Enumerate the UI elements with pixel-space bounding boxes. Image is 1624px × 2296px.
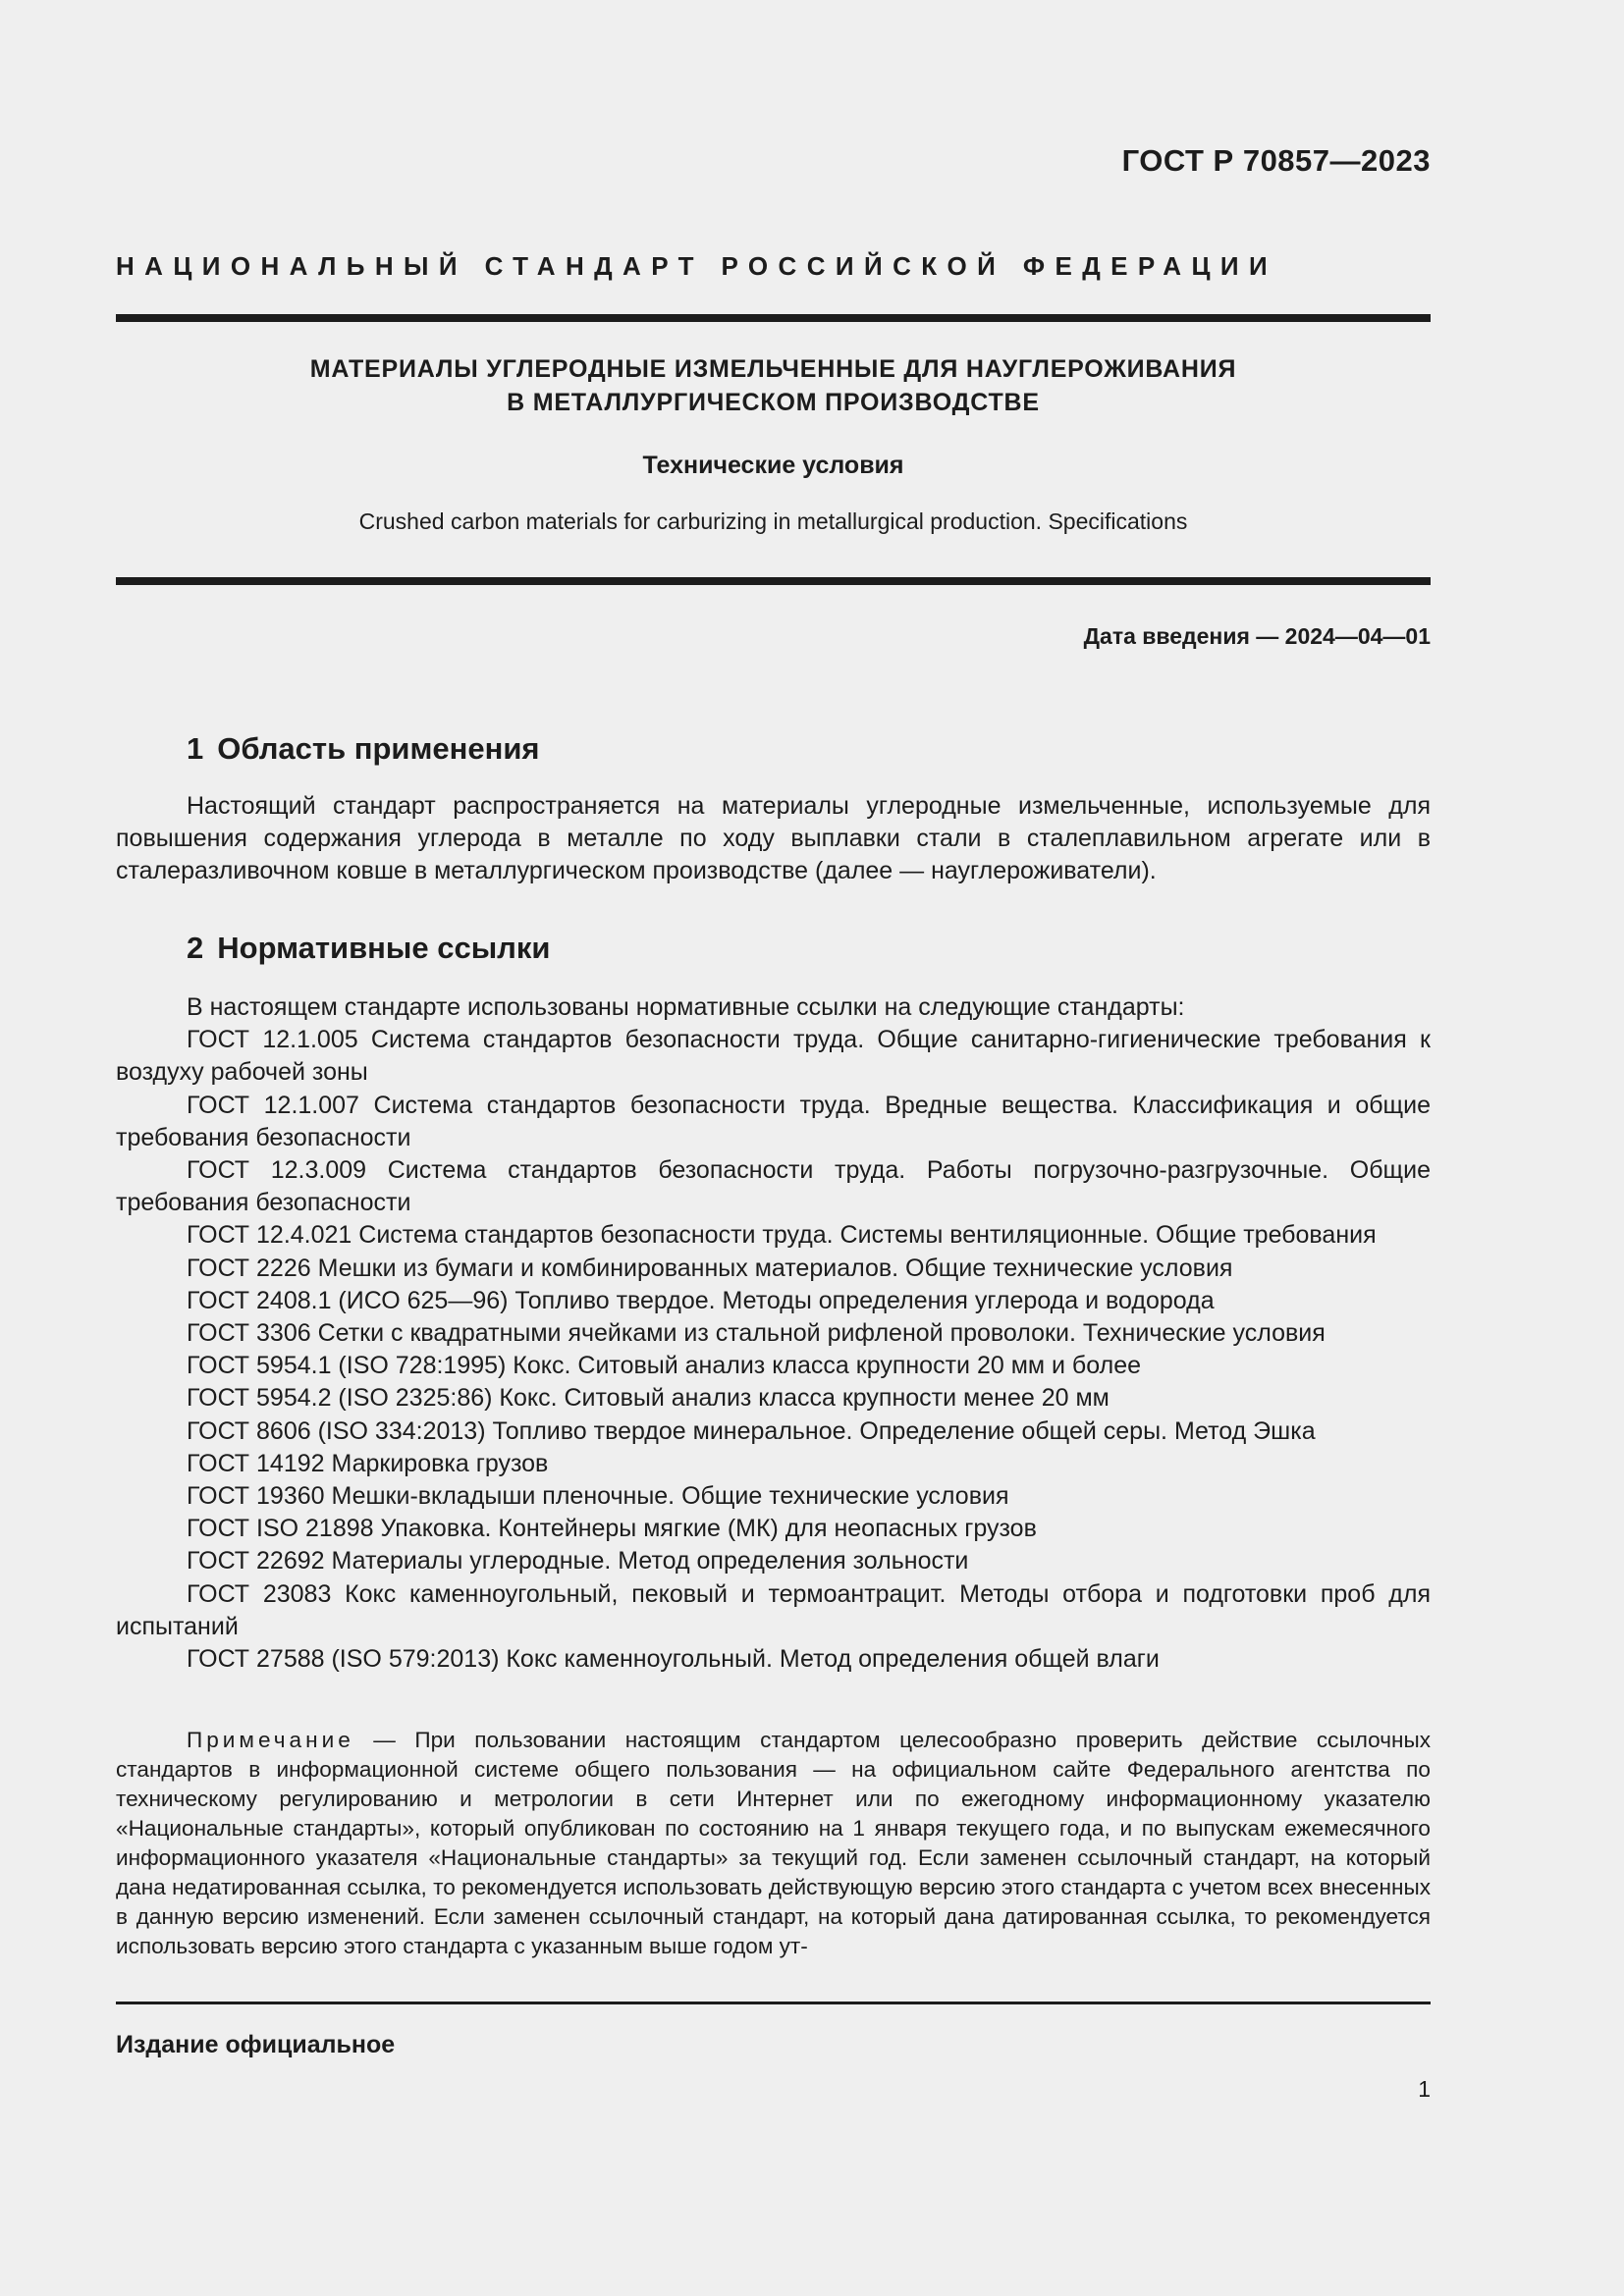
reference-item: ГОСТ 12.1.007 Система стандартов безопасности труда. Вредные вещества. Классификация и общие требования безопасности [116,1091,1431,1151]
reference-item: ГОСТ 14192 Маркировка грузов [187,1449,549,1477]
note-text: — При пользовании настоящим стандартом целесообразно проверить действие ссылочных стандартов в информационной системе общего пользования — на официальном сайте Федерального агентства по техническому регулированию и метрологии в сети Интернет или по ежегодному информационному указателю «Национальные стандарты», который опубликован по состоянию на 1 января текущего года, и по выпускам ежемесячного информационного указателя «Национальные стандарты» за текущий год. Если заменен ссылочный стандарт, на который дана недатированная ссылка, то рекомендуется использовать действующую версию этого стандарта с учетом всех внесенных в данную версию изменений. Если заменен ссылочный стандарт, на который дана датированная ссылка, то рекомендуется использовать версию этого стандарта с указанным выше годом ут- [116,1728,1431,1958]
reference-item: ГОСТ 27588 (ISO 579:2013) Кокс каменноугольный. Метод определения общей влаги [187,1645,1160,1674]
reference-item: ГОСТ 5954.2 (ISO 2325:86) Кокс. Ситовый анализ класса крупности менее 20 мм [187,1384,1110,1413]
title-line-2: В МЕТАЛЛУРГИЧЕСКОМ ПРОИЗВОДСТВЕ [507,389,1040,416]
title-line-1: МАТЕРИАЛЫ УГЛЕРОДНЫЕ ИЗМЕЛЬЧЕННЫЕ ДЛЯ НАУГЛЕРОЖИВАНИЯ [309,355,1237,383]
document-subtitle: Технические условия [642,452,904,479]
reference-item: ГОСТ 19360 Мешки-вкладыши пленочные. Общие технические условия [187,1482,1009,1511]
note-label: Примечание [187,1728,354,1752]
page-number: 1 [1418,2076,1431,2102]
reference-item: ГОСТ 12.4.021 Система стандартов безопасности труда. Системы вентиляционные. Общие требования [187,1221,1377,1250]
section-2-heading [187,931,550,966]
section-2-number: 2 [187,931,204,965]
section-2-title: Нормативные ссылки [217,931,551,965]
title-divider [116,577,1431,585]
reference-item: ГОСТ 2408.1 (ИСО 625—96) Топливо твердое. Методы определения углерода и водорода [187,1286,1215,1314]
reference-item: ГОСТ 3306 Сетки с квадратными ячейками из стальной рифленой проволоки. Технические условия [187,1319,1326,1348]
footer-divider [116,2002,1431,2004]
references-note [116,1726,1431,1961]
section-1-number: 1 [187,731,204,766]
section-1-title: Область применения [217,731,540,766]
header-divider [116,314,1431,322]
reference-item: ГОСТ ISO 21898 Упаковка. Контейнеры мягкие (МК) для неопасных грузов [187,1515,1037,1543]
reference-item: ГОСТ 12.3.009 Система стандартов безопасности труда. Работы погрузочно-разгрузочные. Общие требования безопасности [116,1156,1431,1217]
reference-item: ГОСТ 22692 Материалы углеродные. Метод определения зольности [187,1547,969,1575]
document-title-english: Crushed carbon materials for carburizing in metallurgical production. Specifications [358,508,1188,534]
document-title [116,352,1431,419]
reference-item: ГОСТ 12.1.005 Система стандартов безопасности труда. Общие санитарно-гигиенические требования к воздуху рабочей зоны [116,1026,1431,1087]
reference-item: ГОСТ 8606 (ISO 334:2013) Топливо твердое минеральное. Определение общей серы. Метод Эшка [187,1416,1316,1445]
official-edition-label: Издание официальное [116,2031,396,2058]
introduction-date: Дата введения — 2024—04—01 [1083,623,1431,649]
normative-references [116,991,1431,1676]
reference-item: ГОСТ 5954.1 (ISO 728:1995) Кокс. Ситовый анализ класса крупности 20 мм и более [187,1352,1141,1380]
document-number: ГОСТ Р 70857—2023 [1121,143,1431,178]
reference-item: ГОСТ 23083 Кокс каменноугольный, пековый и термоантрацит. Методы отбора и подготовки проб для испытаний [116,1579,1431,1640]
reference-item: ГОСТ 2226 Мешки из бумаги и комбинированных материалов. Общие технические условия [187,1254,1233,1282]
national-standard-header: НАЦИОНАЛЬНЫЙ СТАНДАРТ РОССИЙСКОЙ ФЕДЕРАЦИИ [116,251,1278,281]
references-intro: В настоящем стандарте использованы нормативные ссылки на следующие стандарты: [187,993,1185,1021]
section-1-paragraph: Настоящий стандарт распространяется на материалы углеродные измельченные, используемые для повышения содержания углерода в металле по ходу выплавки стали в сталеплавильном агрегате или в сталеразливочном ковше в металлургическом производстве (далее — науглероживатели). [116,792,1431,884]
section-1-heading [187,731,540,767]
